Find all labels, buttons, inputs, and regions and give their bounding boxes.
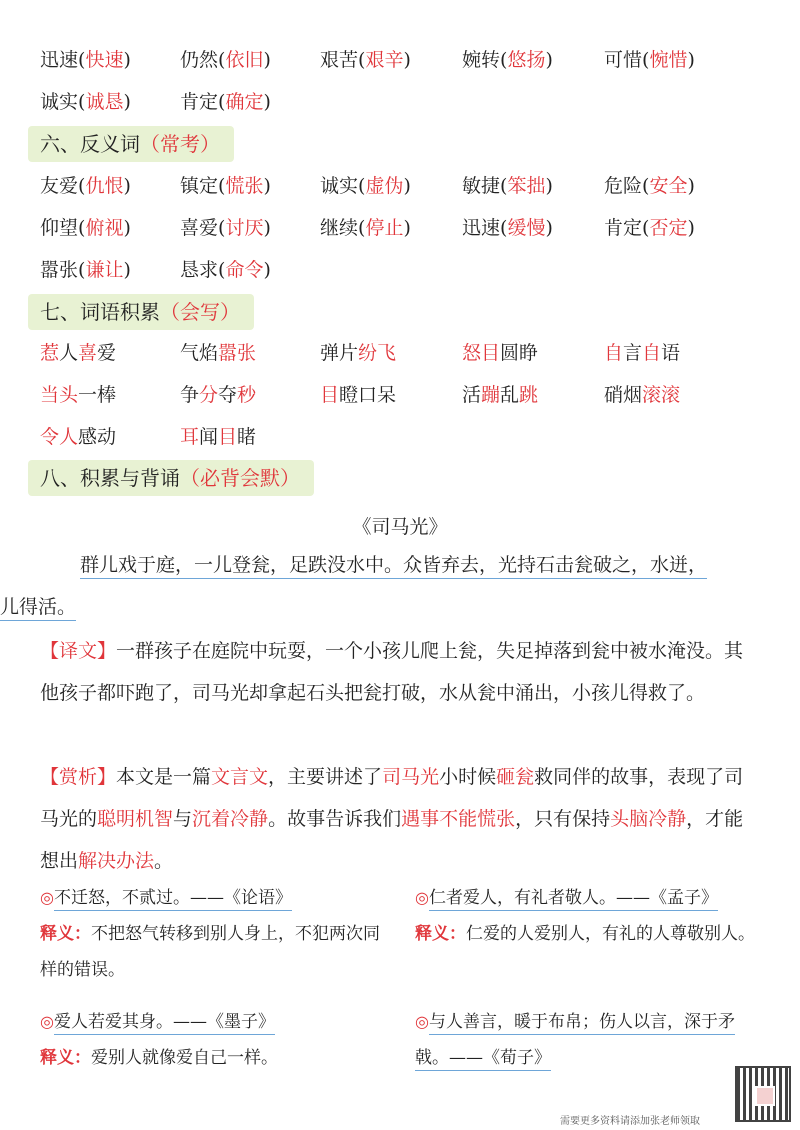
- paren: ): [123, 49, 131, 71]
- antonym-answer: 俯视: [85, 217, 124, 239]
- analysis-part: ，只有保持: [515, 808, 611, 830]
- word: 诚实: [40, 91, 79, 113]
- antonym-pair: [180, 258, 271, 282]
- analysis-part: 本文是一篇: [116, 766, 212, 788]
- paren: (: [218, 259, 226, 281]
- paren: ): [687, 49, 695, 71]
- antonym-pair: [40, 174, 131, 198]
- phrase-part: 活: [462, 384, 482, 406]
- paren: ): [263, 175, 271, 197]
- word: 危险: [604, 175, 643, 197]
- phrase-part: 人: [59, 342, 79, 364]
- bullet-icon: ◎: [415, 1012, 429, 1031]
- phrase-item: [604, 383, 680, 407]
- paren: (: [218, 91, 226, 113]
- antonym-answer: 命令: [225, 259, 264, 281]
- phrase-part: 跳: [519, 384, 539, 406]
- word: 肯定: [604, 217, 643, 239]
- phrase-part: 言: [623, 342, 643, 364]
- bullet-icon: ◎: [40, 888, 54, 907]
- qr-code-icon: [735, 1066, 791, 1122]
- phrase-item: [40, 383, 116, 407]
- phrase-part: 纷飞: [358, 342, 397, 364]
- synonym-pair: [180, 48, 271, 72]
- analysis-part: 与: [173, 808, 193, 830]
- paren: (: [78, 49, 86, 71]
- word: 镇定: [180, 175, 219, 197]
- word: 恳求: [180, 259, 219, 281]
- phrase-part: 分: [199, 384, 219, 406]
- word: 嚣张: [40, 259, 79, 281]
- phrase-part: 自: [604, 342, 624, 364]
- paren: ): [687, 217, 695, 239]
- bullet-icon: ◎: [40, 1012, 54, 1031]
- analysis-paragraph: [40, 756, 762, 882]
- paren: (: [218, 175, 226, 197]
- translation-text: 一群孩子在庭院中玩耍，一个小孩儿爬上瓮，失足掉落到瓮中被水淹没。其他孩子都吓跑了，司马光却拿起石头把瓮打破，水从瓮中涌出，小孩儿得救了。: [40, 640, 744, 704]
- phrase-part: 气焰: [180, 342, 219, 364]
- phrase-item: [462, 341, 538, 365]
- poem-text: [0, 544, 762, 628]
- phrase-part: 自: [642, 342, 662, 364]
- section-title: 七、词语积累: [40, 300, 160, 324]
- paren: (: [500, 49, 508, 71]
- synonym-pair: [320, 48, 411, 72]
- phrase-part: 感动: [78, 426, 117, 448]
- antonym-answer: 停止: [365, 217, 404, 239]
- phrase-item: [320, 383, 396, 407]
- paren: ): [403, 217, 411, 239]
- paren: (: [78, 91, 86, 113]
- paren: (: [78, 217, 86, 239]
- synonym-answer: 确定: [225, 91, 264, 113]
- quote-text: 不迁怒，不贰过。——《论语》: [54, 888, 292, 911]
- paren: ): [123, 91, 131, 113]
- synonym-pair: [604, 48, 695, 72]
- paren: (: [500, 175, 508, 197]
- analysis-part: 司马光: [382, 766, 440, 788]
- synonym-pair: [40, 48, 131, 72]
- analysis-part: 遇事不能慌张: [401, 808, 516, 830]
- section-heading-recitation: [28, 460, 314, 496]
- paren: (: [358, 49, 366, 71]
- paren: ): [403, 175, 411, 197]
- analysis-part: 文言文: [211, 766, 269, 788]
- analysis-part: 头脑冷静: [610, 808, 687, 830]
- analysis-part: 救同伴的故事，表现了司马光的: [40, 766, 744, 830]
- meaning-text: 爱别人就像爱自己一样。: [91, 1048, 278, 1068]
- paren: (: [642, 49, 650, 71]
- synonym-answer: 悠扬: [507, 49, 546, 71]
- phrase-part: 硝烟: [604, 384, 643, 406]
- phrase-part: 嚣张: [218, 342, 257, 364]
- synonym-answer: 艰辛: [365, 49, 404, 71]
- word: 仰望: [40, 217, 79, 239]
- antonym-answer: 讨厌: [225, 217, 264, 239]
- analysis-part: 砸瓮: [496, 766, 535, 788]
- section-tag: （常考）: [140, 132, 220, 156]
- bullet-icon: ◎: [415, 888, 429, 907]
- paren: (: [500, 217, 508, 239]
- paren: (: [78, 259, 86, 281]
- antonym-answer: 仇恨: [85, 175, 124, 197]
- section-title: 六、反义词: [40, 132, 140, 156]
- poem-line-1: 群儿戏于庭，一儿登瓮，足跌没水中。众皆弃去，光持石击瓮破之，水迸，: [80, 554, 707, 579]
- phrase-part: 喜: [78, 342, 98, 364]
- phrase-part: 语: [661, 342, 681, 364]
- analysis-part: 。故事告诉我们: [268, 808, 402, 830]
- phrase-part: 闻: [199, 426, 219, 448]
- paren: ): [263, 91, 271, 113]
- paren: ): [545, 175, 553, 197]
- section-heading-antonyms: [28, 126, 234, 162]
- antonym-pair: [604, 174, 695, 198]
- analysis-label: 【赏析】: [40, 766, 117, 788]
- analysis-part: 小时候: [439, 766, 497, 788]
- word: 继续: [320, 217, 359, 239]
- poem-title: 《司马光》: [352, 516, 448, 538]
- phrase-part: 争: [180, 384, 200, 406]
- paren: ): [263, 49, 271, 71]
- antonym-pair: [462, 216, 553, 240]
- analysis-part: ，才能想出: [40, 808, 744, 872]
- paren: (: [642, 175, 650, 197]
- phrase-item: [40, 341, 116, 365]
- phrase-part: 瞪口呆: [339, 384, 397, 406]
- analysis-part: 沉着冷静: [192, 808, 269, 830]
- word: 敏捷: [462, 175, 501, 197]
- word: 肯定: [180, 91, 219, 113]
- antonym-pair: [180, 174, 271, 198]
- section-tag: （必背会默）: [180, 466, 300, 490]
- paren: (: [218, 49, 226, 71]
- paren: ): [545, 217, 553, 239]
- paren: (: [78, 175, 86, 197]
- paren: (: [642, 217, 650, 239]
- antonym-answer: 慌张: [225, 175, 264, 197]
- section-heading-phrases: [28, 294, 254, 330]
- paren: (: [358, 175, 366, 197]
- word: 迅速: [462, 217, 501, 239]
- phrase-part: 当头: [40, 384, 79, 406]
- quote-text: 与人善言，暖于布帛；伤人以言，深于矛戟。——《荀子》: [415, 1012, 735, 1071]
- paren: ): [123, 259, 131, 281]
- meaning-label: 释义：: [40, 924, 91, 944]
- antonym-answer: 笨拙: [507, 175, 546, 197]
- phrase-part: 一棒: [78, 384, 117, 406]
- phrase-part: 怒目: [462, 342, 501, 364]
- phrase-item: [180, 341, 256, 365]
- quote-block-4: [415, 1004, 765, 1076]
- quote-text: 爱人若爱其身。——《墨子》: [54, 1012, 275, 1035]
- phrase-item: [320, 341, 396, 365]
- phrase-part: 目: [320, 384, 340, 406]
- phrase-item: [604, 341, 680, 365]
- antonym-answer: 安全: [649, 175, 688, 197]
- word: 诚实: [320, 175, 359, 197]
- paren: (: [358, 217, 366, 239]
- synonym-pair: [180, 90, 271, 114]
- avatar: [755, 1086, 775, 1106]
- antonym-answer: 谦让: [85, 259, 124, 281]
- antonym-pair: [320, 174, 411, 198]
- phrase-part: 弹片: [320, 342, 359, 364]
- word: 喜爱: [180, 217, 219, 239]
- paren: ): [123, 217, 131, 239]
- antonym-pair: [462, 174, 553, 198]
- phrase-part: 爱: [97, 342, 117, 364]
- quote-block-3: [40, 1004, 390, 1076]
- synonym-answer: 依旧: [225, 49, 264, 71]
- paren: ): [687, 175, 695, 197]
- synonym-answer: 惋惜: [649, 49, 688, 71]
- word: 可惜: [604, 49, 643, 71]
- phrase-part: 目: [218, 426, 238, 448]
- phrase-part: 惹: [40, 342, 60, 364]
- analysis-part: ，主要讲述了: [268, 766, 383, 788]
- word: 友爱: [40, 175, 79, 197]
- phrase-part: 耳: [180, 426, 200, 448]
- antonym-pair: [320, 216, 411, 240]
- synonym-answer: 诚恳: [85, 91, 124, 113]
- word: 婉转: [462, 49, 501, 71]
- paren: ): [403, 49, 411, 71]
- paren: ): [123, 175, 131, 197]
- phrase-item: [462, 383, 538, 407]
- section-title: 八、积累与背诵: [40, 466, 180, 490]
- phrase-part: 秒: [237, 384, 257, 406]
- phrase-item: [180, 425, 256, 449]
- paren: (: [218, 217, 226, 239]
- phrase-part: 蹦: [481, 384, 501, 406]
- analysis-part: 聪明机智: [97, 808, 174, 830]
- quote-block-1: [40, 880, 390, 988]
- meaning-text: 不把怒气转移到别人身上，不犯两次同样的错误。: [40, 924, 380, 980]
- antonym-answer: 虚伪: [365, 175, 404, 197]
- phrase-part: 圆睁: [500, 342, 539, 364]
- synonym-pair: [462, 48, 553, 72]
- word: 仍然: [180, 49, 219, 71]
- antonym-answer: 否定: [649, 217, 688, 239]
- section-tag: （会写）: [160, 300, 240, 324]
- antonym-answer: 缓慢: [507, 217, 546, 239]
- antonym-pair: [40, 258, 131, 282]
- antonym-pair: [40, 216, 131, 240]
- synonym-pair: [40, 90, 131, 114]
- word: 迅速: [40, 49, 79, 71]
- phrase-part: 夺: [218, 384, 238, 406]
- meaning-label: 释义：: [40, 1048, 91, 1068]
- translation-paragraph: [40, 630, 762, 714]
- phrase-part: 睹: [237, 426, 257, 448]
- analysis-part: 解决办法: [78, 850, 155, 872]
- meaning-label: 释义：: [415, 924, 466, 944]
- meaning-text: 仁爱的人爱别人，有礼的人尊敬别人。: [466, 924, 755, 944]
- quote-block-2: [415, 880, 765, 952]
- paren: ): [263, 259, 271, 281]
- translation-label: 【译文】: [40, 640, 117, 662]
- phrase-part: 令人: [40, 426, 79, 448]
- quote-text: 仁者爱人，有礼者敬人。——《孟子》: [429, 888, 718, 911]
- paren: ): [545, 49, 553, 71]
- antonym-pair: [604, 216, 695, 240]
- analysis-part: 。: [154, 850, 174, 872]
- phrase-part: 滚滚: [642, 384, 681, 406]
- poem-line-2: 儿得活。: [0, 596, 76, 621]
- synonym-answer: 快速: [85, 49, 124, 71]
- phrase-part: 乱: [500, 384, 520, 406]
- analysis-text: [40, 766, 743, 872]
- word: 艰苦: [320, 49, 359, 71]
- paren: ): [263, 217, 271, 239]
- footer-note: 需要更多资料请添加张老师领取: [560, 1116, 700, 1127]
- antonym-pair: [180, 216, 271, 240]
- phrase-item: [40, 425, 116, 449]
- phrase-item: [180, 383, 256, 407]
